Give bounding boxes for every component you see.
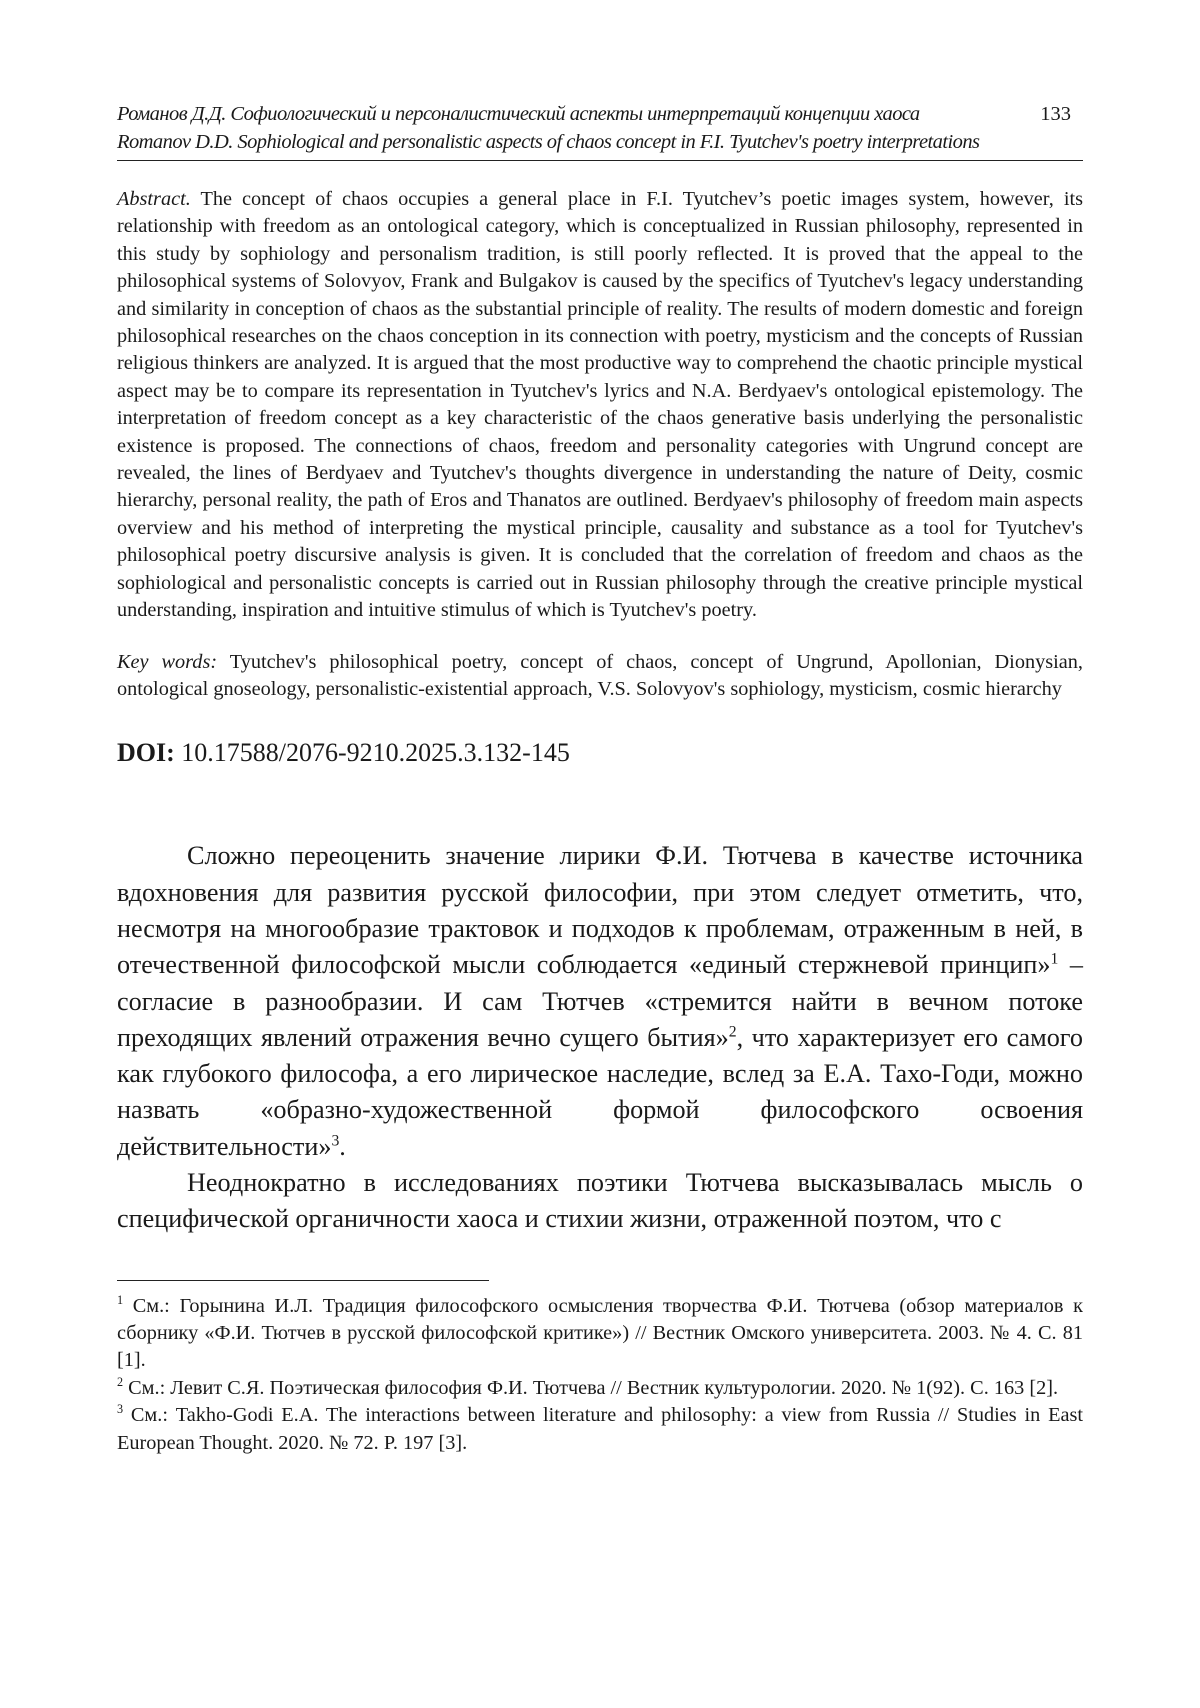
- footnotes: [117, 1293, 1083, 1457]
- footnote-text: См.: Takho-Godi E.A. The interactions between literature and philosophy: a view from Russia // Studies in East European Thought. 2020. № 72. P. 197 [3].: [117, 1404, 1083, 1454]
- page-number: 133: [1040, 103, 1071, 125]
- doi: [117, 737, 1083, 769]
- footnote-number: 2: [117, 1375, 124, 1390]
- paragraph-1-part-3: , что характеризует его самого как глубокого философа, а его лирическое наследие, вслед за Е.А. Тахо-Годи, можно назвать «образно-художественной формой философского освоения действительности»: [117, 1022, 1083, 1161]
- abstract-label: Abstract.: [117, 188, 191, 210]
- main-text: [117, 838, 1083, 1237]
- footnote-ref-1: 1: [1050, 950, 1059, 968]
- footnote-3: [117, 1402, 1083, 1457]
- footnote-text: См.: Горынина И.Л. Традиция философского осмысления творчества Ф.И. Тютчева (обзор материалов к сборнику «Ф.И. Тютчев в русской философской критике») // Вестник Омского университета. 2003. № 4. С. 81 [1].: [117, 1294, 1083, 1372]
- footnote-separator: [117, 1280, 489, 1281]
- footnote-text: См.: Левит С.Я. Поэтическая философия Ф.И. Тютчева // Вестник культурологии. 2020. № 1(92). С. 163 [2].: [123, 1376, 1059, 1399]
- abstract-text: The concept of chaos occupies a general place in F.I. Tyutchev’s poetic images system, however, its relationship with freedom as an ontological category, which is conceptualized in Russian philosophy, represented in this study by sophiology and personalism tradition, is still poorly reflected. It is proved that the appeal to the philosophical systems of Solovyov, Frank and Bulgakov is caused by the specifics of Tyutchev's legacy understanding and similarity in conception of chaos as the substantial principle of reality. The results of modern domestic and foreign philosophical researches on the chaos conception in its connection with poetry, mysticism and the concepts of Russian religious thinkers are analyzed. It is argued that the most productive way to comprehend the chaotic principle mystical aspect may be to compare its representation in Tyutchev's lyrics and N.A. Berdyaev's ontological epistemology. The interpretation of freedom concept as a key characteristic of the chaos generative basis underlying the personalistic existence is proposed. The connections of chaos, freedom and personality categories with Ungrund concept are revealed, the lines of Berdyaev and Tyutchev's thoughts divergence in understanding the nature of Deity, cosmic hierarchy, personal reality, the path of Eros and Thanatos are outlined. Berdyaev's philosophy of freedom main aspects overview and his method of interpreting the mystical principle, causality and substance as a tool for Tyutchev's philosophical poetry discursive analysis is given. It is concluded that the correlation of freedom and chaos as the sophiological and personalistic concepts is carried out in Russian philosophy through the creative principle mystical understanding, inspiration and intuitive stimulus of which is Tyutchev's poetry.: [117, 188, 1083, 622]
- paragraph-1-part-4: .: [339, 1131, 346, 1161]
- running-header-russian: [117, 100, 1083, 128]
- running-header: [117, 100, 1083, 161]
- paragraph-1-part-2: – согласие в разнообразии. И сам Тютчев «стремится найти в вечном потоке преходящих явлений отражения вечно сущего бытия»: [117, 950, 1083, 1052]
- footnote-number: 3: [117, 1402, 124, 1417]
- footnote-1: [117, 1293, 1083, 1375]
- running-header-russian-title: Романов Д.Д. Софиологический и персоналистический аспекты интерпретаций концепции хаоса: [117, 103, 920, 125]
- paragraph-1-part-1: Сложно переоценить значение лирики Ф.И. Тютчева в качестве источника вдохновения для развития русской философии, при этом следует отметить, что, несмотря на многообразие трактовок и подходов к проблемам, отраженным в ней, в отечественной философской мысли соблюдается «единый стержневой принцип»: [117, 841, 1083, 980]
- footnote-2: [117, 1375, 1083, 1402]
- paragraph-1: [117, 838, 1083, 1165]
- keywords-label: Key words:: [117, 650, 218, 673]
- paragraph-2: Неоднократно в исследованиях поэтики Тютчева высказывалась мысль о специфической органичности хаоса и стихии жизни, отраженной поэтом, что с: [117, 1167, 1083, 1234]
- abstract: [117, 186, 1083, 625]
- doi-label: DOI:: [117, 738, 175, 768]
- keywords: [117, 649, 1083, 704]
- keywords-text: Tyutchev's philosophical poetry, concept of chaos, concept of Ungrund, Apollonian, Dionysian, ontological gnoseology, personalistic-existential approach, V.S. Solovyov's sophiology, mysticism, cosmic hierarchy: [117, 650, 1083, 700]
- footnote-number: 1: [117, 1292, 124, 1307]
- running-header-english-title: Romanov D.D. Sophiological and personalistic aspects of chaos concept in F.I. Tyutchev's poetry interpretations: [117, 131, 980, 153]
- footnote-ref-2: 2: [728, 1023, 737, 1041]
- journal-page: [117, 100, 1083, 1457]
- footnote-ref-3: 3: [331, 1131, 340, 1149]
- doi-value: 10.17588/2076-9210.2025.3.132-145: [181, 738, 570, 768]
